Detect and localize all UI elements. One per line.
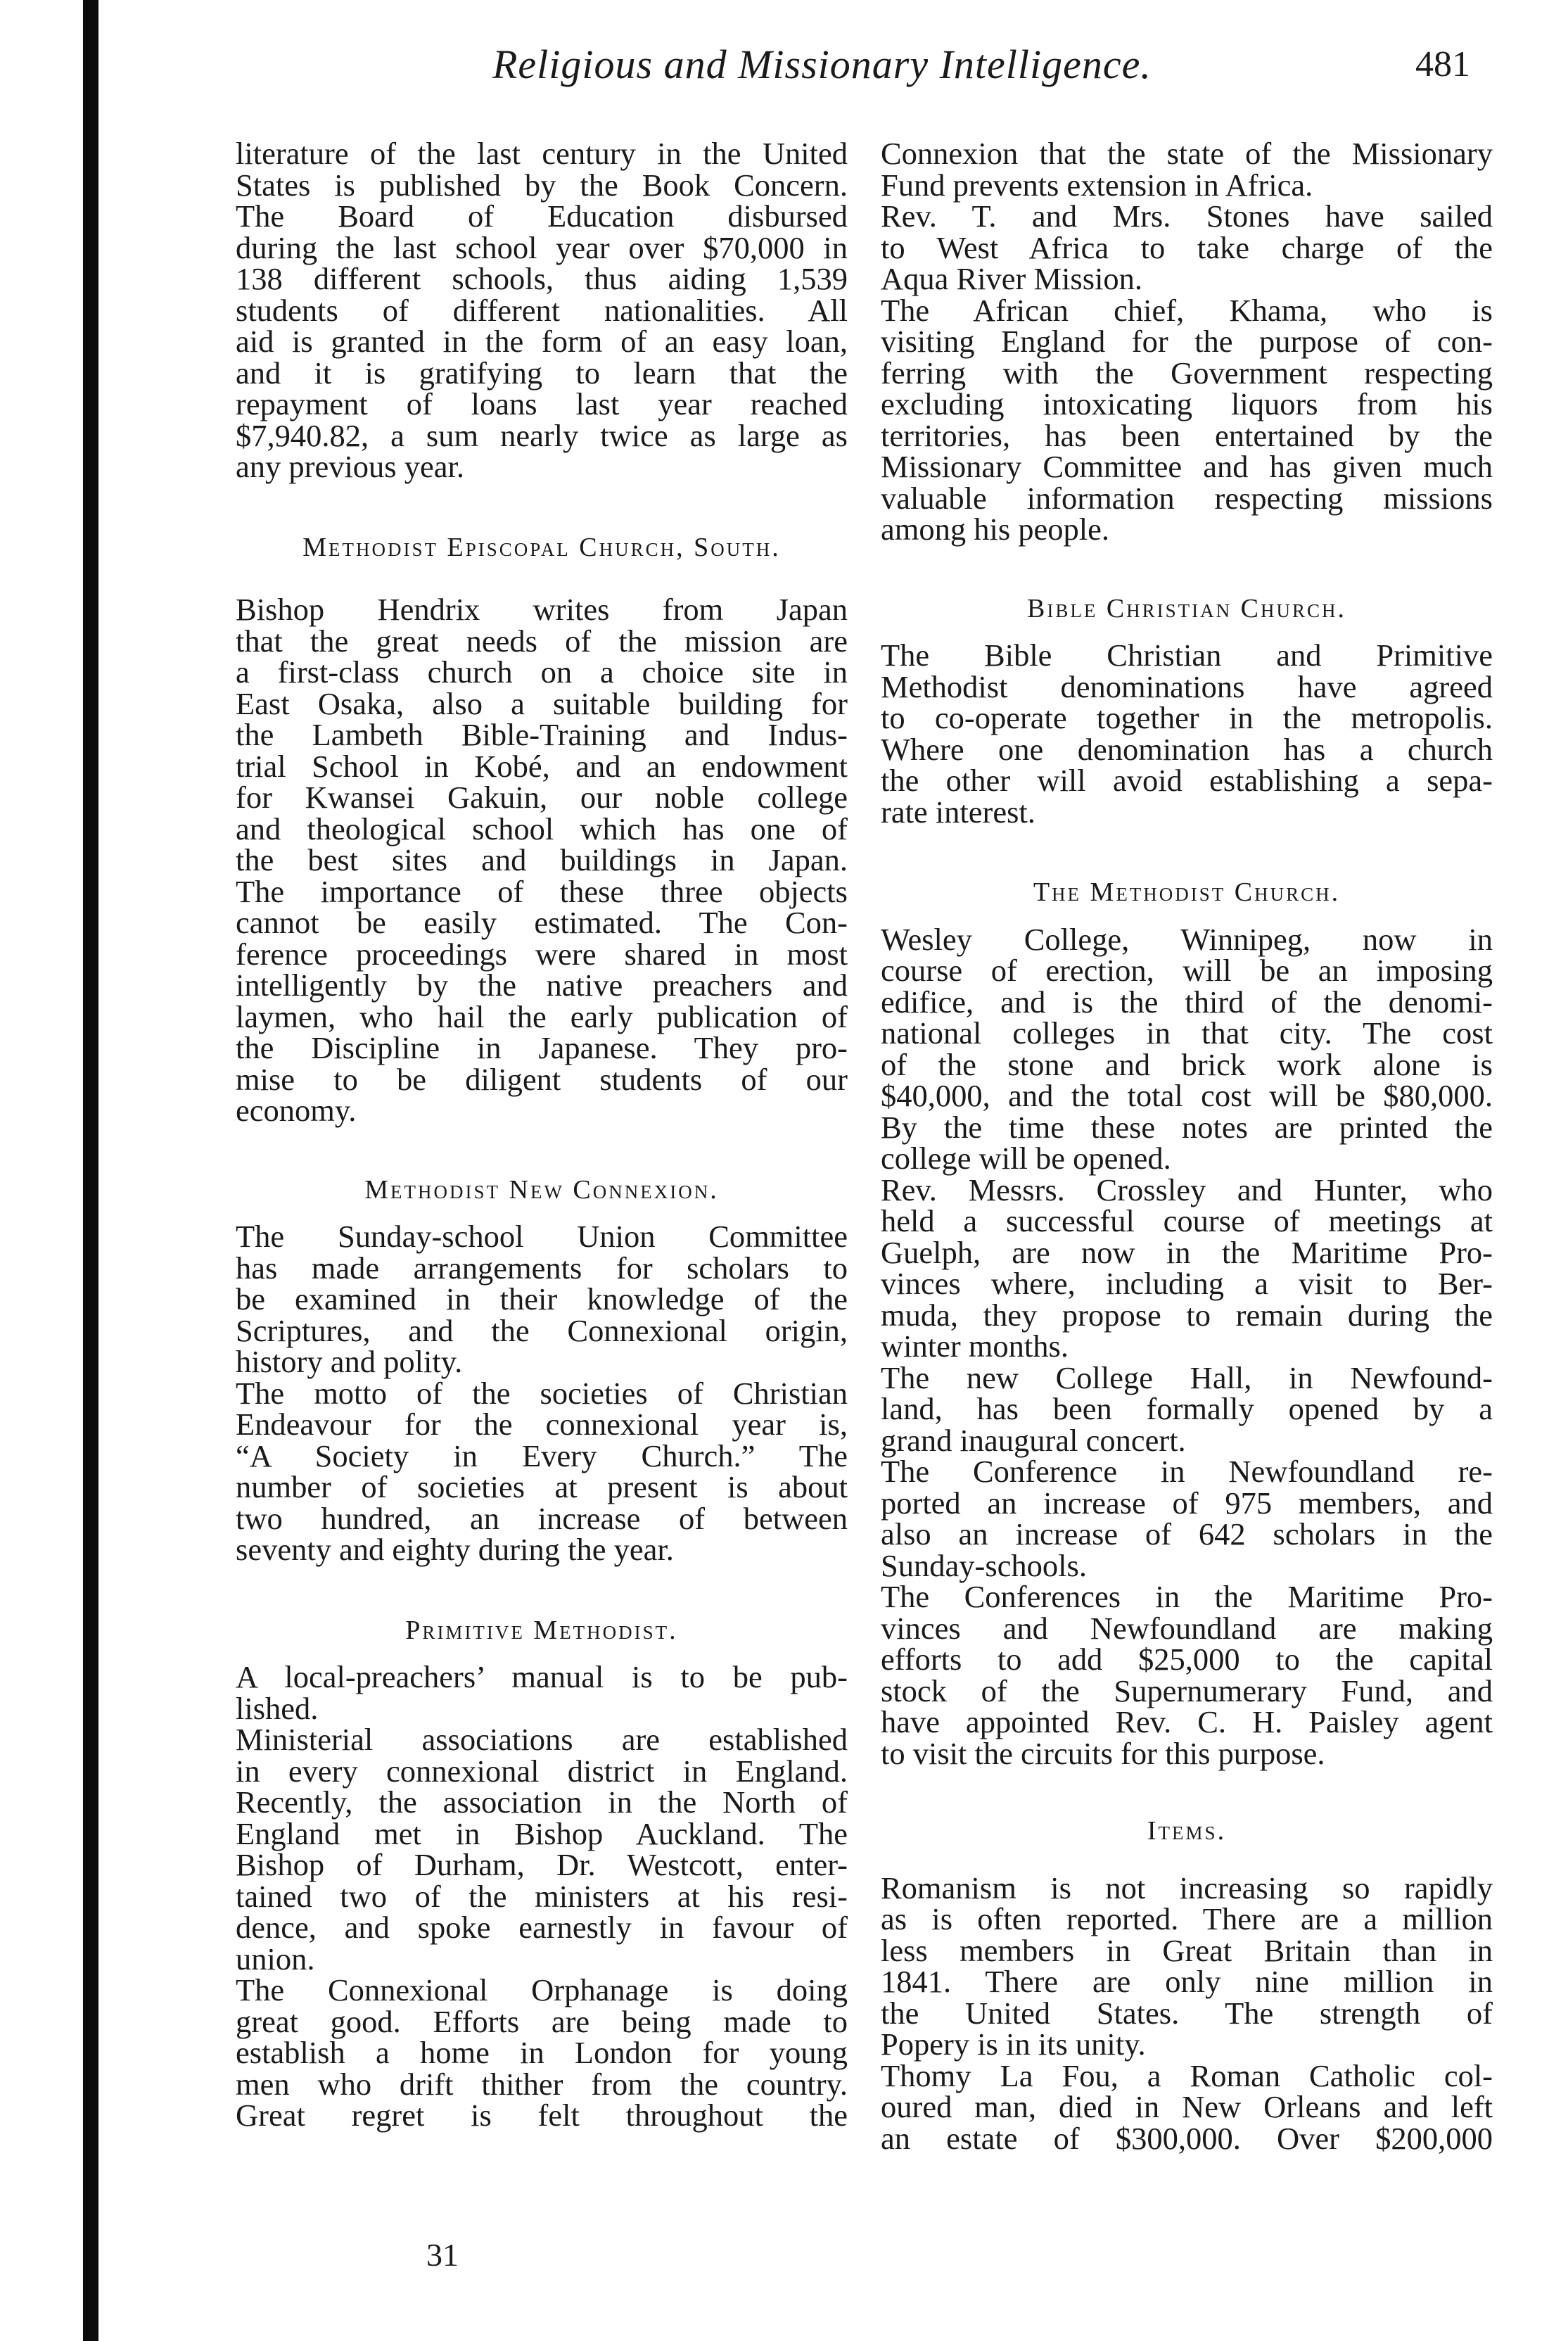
section-body	[881, 1872, 1493, 2155]
text-line: Rev. T. and Mrs. Stones have sailed	[881, 198, 1493, 234]
text-line: Sunday-schools.	[881, 1547, 1087, 1583]
section-body	[881, 637, 1493, 830]
text-line: aid is granted in the form of an easy loan,	[236, 324, 848, 359]
text-line: to visit the circuits for this purpose.	[881, 1735, 1325, 1771]
text-line: vinces and Newfoundland are making	[881, 1610, 1493, 1646]
section-heading: Primitive Methodist.	[405, 1615, 678, 1645]
text-line: establish a home in London for young	[236, 2035, 848, 2070]
text-line: men who drift thither from the country.	[236, 2066, 848, 2102]
text-line: A local-preachers’ manual is to be pub-	[236, 1659, 848, 1694]
text-line: The African chief, Khama, who is	[881, 292, 1493, 328]
right-column	[881, 138, 1493, 2154]
text-line: vinces where, including a visit to Ber-	[881, 1266, 1493, 1301]
text-line: Fund prevents extension in Africa.	[881, 167, 1313, 203]
text-line: The importance of these three objects	[236, 873, 848, 909]
text-line: less members in Great Britain than in	[881, 1932, 1493, 1968]
text-line: ferring with the Government respecting	[881, 355, 1493, 391]
text-line: Connexion that the state of the Missionary	[881, 136, 1493, 171]
text-line: Bishop of Durham, Dr. Westcott, enter-	[236, 1847, 848, 1882]
text-line: Great regret is felt throughout the	[236, 2098, 848, 2133]
text-line: to West Africa to take charge of the	[881, 229, 1493, 265]
text-line: Bishop Hendrix writes from Japan	[236, 592, 848, 627]
text-line: oured man, died in New Orleans and left	[881, 2089, 1493, 2124]
text-line: economy.	[236, 1093, 357, 1128]
text-line: excluding intoxicating liquors from his	[881, 386, 1493, 421]
section-body	[236, 1661, 848, 2131]
text-line: grand inaugural concert.	[881, 1422, 1186, 1458]
text-line: Romanism is not increasing so rapidly	[881, 1870, 1493, 1905]
text-line: in every connexional district in England.	[236, 1753, 848, 1789]
text-line: Missionary Committee and has given much	[881, 449, 1493, 484]
text-line: as is often reported. There are a million	[881, 1901, 1493, 1936]
text-line: The Connexional Orphanage is doing	[236, 1972, 848, 2007]
text-line: two hundred, an increase of between	[236, 1500, 848, 1536]
text-line: a first-class church on a choice site in	[236, 654, 848, 690]
text-line: The Conference in Newfoundland re-	[881, 1454, 1493, 1489]
text-line: edifice, and is the third of the denomi-	[881, 984, 1493, 1020]
text-line: $7,940.82, a sum nearly twice as large as	[236, 417, 848, 453]
text-line: Methodist denominations have agreed	[881, 668, 1493, 704]
text-line: Wesley College, Winnipeg, now in	[881, 921, 1493, 957]
section-body	[881, 921, 1493, 1771]
text-line: mise to be diligent students of our	[236, 1061, 848, 1097]
text-line: any previous year.	[236, 449, 464, 484]
left-intro	[236, 138, 848, 483]
page-number: 481	[1415, 44, 1470, 84]
binding-edge	[83, 0, 98, 2341]
text-line: Popery is in its unity.	[881, 2026, 1146, 2062]
text-line: during the last school year over $70,000 in	[236, 229, 848, 265]
text-line: The Sunday-school Union Committee	[236, 1219, 848, 1254]
text-line: and theological school which has one of	[236, 811, 848, 846]
text-line: Guelph, are now in the Maritime Pro-	[881, 1234, 1493, 1270]
left-column	[236, 138, 848, 2131]
text-line: visiting England for the purpose of con-	[881, 324, 1493, 359]
text-line: the Lambeth Bible-Training and Indus-	[236, 717, 848, 752]
section-heading: Methodist New Connexion.	[364, 1174, 719, 1205]
section-heading: Methodist Episcopal Church, South.	[302, 532, 781, 562]
text-line: England met in Bishop Auckland. The	[236, 1815, 848, 1851]
text-line: lished.	[236, 1690, 319, 1726]
text-line: Endeavour for the connexional year is,	[236, 1407, 848, 1442]
text-line: rate interest.	[881, 794, 1035, 830]
text-line: stock of the Supernumerary Fund, and	[881, 1673, 1493, 1708]
text-line: has made arrangements for scholars to	[236, 1250, 848, 1286]
text-line: The Bible Christian and Primitive	[881, 637, 1493, 673]
text-line: winter months.	[881, 1328, 1069, 1364]
text-line: $40,000, and the total cost will be $80,000.	[881, 1078, 1493, 1113]
text-line: East Osaka, also a suitable building for	[236, 685, 848, 721]
text-line: literature of the last century in the United	[236, 136, 848, 171]
text-line: Ministerial associations are established	[236, 1722, 848, 1757]
text-line: students of different nationalities. All	[236, 292, 848, 328]
section-heading: Items.	[1147, 1816, 1227, 1846]
text-line: held a successful course of meetings at	[881, 1203, 1493, 1238]
text-line: trial School in Kobé, and an endowment	[236, 748, 848, 784]
text-line: seventy and eighty during the year.	[236, 1532, 674, 1567]
text-line: and it is gratifying to learn that the	[236, 355, 848, 391]
text-line: 138 different schools, thus aiding 1,539	[236, 261, 848, 296]
text-line: course of erection, will be an imposing	[881, 953, 1493, 988]
text-line: that the great needs of the mission are	[236, 623, 848, 659]
text-line: laymen, who hail the early publication of	[236, 998, 848, 1034]
text-line: repayment of loans last year reached	[236, 386, 848, 421]
text-line: the best sites and buildings in Japan.	[236, 842, 848, 877]
text-line: Recently, the association in the North of	[236, 1784, 848, 1820]
section-body	[236, 1221, 848, 1566]
text-line: cannot be easily estimated. The Con-	[236, 905, 848, 940]
text-line: Where one denomination has a church	[881, 731, 1493, 767]
text-line: Rev. Messrs. Crossley and Hunter, who	[881, 1172, 1493, 1207]
text-line: to co-operate together in the metropolis.	[881, 700, 1493, 735]
text-line: have appointed Rev. C. H. Paisley agent	[881, 1704, 1493, 1739]
text-line: number of societies at present is about	[236, 1469, 848, 1504]
text-line: The new College Hall, in Newfound-	[881, 1359, 1493, 1395]
text-line: The Conferences in the Maritime Pro-	[881, 1579, 1493, 1614]
text-line: the other will avoid establishing a sepa-	[881, 763, 1493, 798]
text-line: the United States. The strength of	[881, 1995, 1493, 2031]
text-line: among his people.	[881, 512, 1110, 547]
text-line: Scriptures, and the Connexional origin,	[236, 1312, 848, 1348]
text-line: also an increase of 642 scholars in the	[881, 1516, 1493, 1552]
text-line: muda, they propose to remain during the	[881, 1297, 1493, 1333]
section-heading: The Methodist Church.	[1033, 877, 1341, 907]
text-line: tained two of the ministers at his resi-	[236, 1878, 848, 1914]
text-line: college will be opened.	[881, 1141, 1171, 1176]
text-line: 1841. There are only nine million in	[881, 1964, 1493, 1999]
text-line: The motto of the societies of Christian	[236, 1375, 848, 1411]
text-line: Thomy La Fou, a Roman Catholic col-	[881, 2057, 1493, 2093]
running-title: Religious and Missionary Intelligence.	[492, 42, 1152, 87]
text-line: dence, and spoke earnestly in favour of	[236, 1910, 848, 1945]
text-line: for Kwansei Gakuin, our noble college	[236, 780, 848, 815]
section-body	[236, 594, 848, 1127]
text-line: great good. Efforts are being made to	[236, 2003, 848, 2039]
text-line: States is published by the Book Concern.	[236, 167, 848, 203]
text-line: of the stone and brick work alone is	[881, 1046, 1493, 1082]
section-heading: Bible Christian Church.	[1026, 593, 1347, 623]
text-line: By the time these notes are printed the	[881, 1109, 1493, 1145]
text-line: efforts to add $25,000 to the capital	[881, 1642, 1493, 1677]
text-line: be examined in their knowledge of the	[236, 1281, 848, 1317]
text-line: territories, has been entertained by the	[881, 417, 1493, 453]
right-intro	[881, 138, 1493, 545]
text-line: ported an increase of 975 members, and	[881, 1485, 1493, 1521]
text-line: “A Society in Every Church.” The	[236, 1438, 848, 1473]
text-line: an estate of $300,000. Over $200,000	[881, 2120, 1493, 2156]
text-line: the Discipline in Japanese. They pro-	[236, 1030, 848, 1065]
text-line: union.	[236, 1941, 315, 1977]
text-line: land, has been formally opened by a	[881, 1391, 1493, 1426]
text-line: The Board of Education disbursed	[236, 198, 848, 234]
text-line: national colleges in that city. The cost	[881, 1015, 1493, 1051]
text-line: history and polity.	[236, 1344, 463, 1379]
text-line: intelligently by the native preachers and	[236, 968, 848, 1003]
text-line: ference proceedings were shared in most	[236, 936, 848, 972]
text-line: Aqua River Mission.	[881, 261, 1143, 296]
text-line: valuable information respecting missions	[881, 480, 1493, 516]
signature-mark: 31	[426, 2237, 459, 2273]
